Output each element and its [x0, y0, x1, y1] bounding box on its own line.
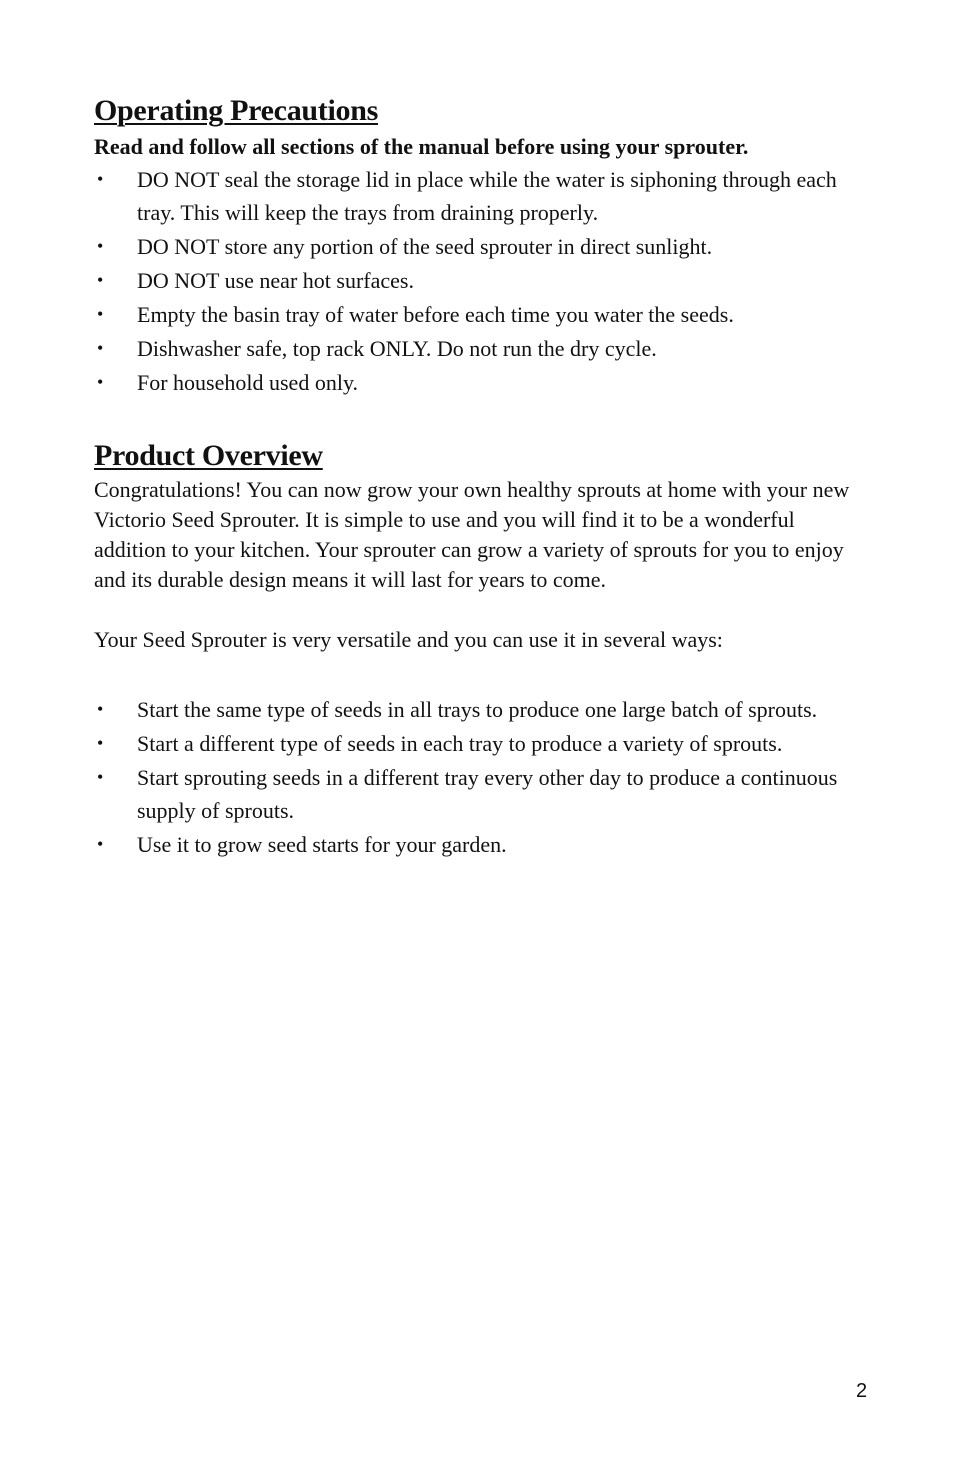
- bullet-icon: •: [97, 733, 104, 753]
- list-item-text: Use it to grow seed starts for your garden.: [137, 832, 507, 857]
- list-item-text: Dishwasher safe, top rack ONLY. Do not run the dry cycle.: [137, 336, 657, 361]
- bullet-icon: •: [97, 304, 104, 324]
- precautions-lead: Read and follow all sections of the manual before using your sprouter.: [94, 134, 749, 159]
- list-item-text: DO NOT store any portion of the seed sprouter in direct sunlight.: [137, 234, 713, 259]
- bullet-icon: •: [97, 834, 104, 854]
- list-item: [94, 298, 854, 331]
- bullet-icon: •: [97, 372, 104, 392]
- bullet-icon: •: [97, 338, 104, 358]
- list-item: [94, 761, 854, 827]
- list-item: [94, 727, 854, 760]
- bullet-icon: •: [97, 270, 104, 290]
- precautions-list: [94, 163, 854, 399]
- list-item: [94, 693, 854, 726]
- list-item-text: Start a different type of seeds in each tray to produce a variety of sprouts.: [137, 731, 783, 756]
- operating-precautions-section: [94, 92, 854, 399]
- list-item: [94, 828, 854, 861]
- list-item-text: DO NOT seal the storage lid in place while the water is siphoning through each tray. This will keep the trays from draining properly.: [137, 167, 837, 225]
- list-item-text: DO NOT use near hot surfaces.: [137, 268, 414, 293]
- list-item-text: Start sprouting seeds in a different tray every other day to produce a continuous supply of sprouts.: [137, 765, 838, 823]
- list-item-text: For household used only.: [137, 370, 359, 395]
- page-content: [94, 92, 854, 862]
- list-item: [94, 264, 854, 297]
- list-item: [94, 332, 854, 365]
- overview-ways-paragraph: Your Seed Sprouter is very versatile and you can use it in several ways:: [94, 627, 723, 652]
- product-overview-section: [94, 437, 854, 861]
- overview-list: [94, 693, 854, 861]
- bullet-icon: •: [97, 169, 104, 189]
- bullet-icon: •: [97, 767, 104, 787]
- product-overview-heading: Product Overview: [94, 439, 323, 472]
- page-number: 2: [856, 1380, 868, 1402]
- overview-intro-paragraph: Congratulations! You can now grow your own healthy sprouts at home with your new Victorio Seed Sprouter. It is simple to use and you will find it to be a wonderful addition to your kitchen. Your sprouter can grow a variety of sprouts for you to enjoy and its durable design means it will last for years to come.: [94, 477, 850, 592]
- list-item: [94, 366, 854, 399]
- bullet-icon: •: [97, 699, 104, 719]
- list-item-text: Start the same type of seeds in all trays to produce one large batch of sprouts.: [137, 697, 818, 722]
- list-item: [94, 163, 854, 229]
- operating-precautions-heading: Operating Precautions: [94, 94, 378, 127]
- bullet-icon: •: [97, 236, 104, 256]
- list-item-text: Empty the basin tray of water before each time you water the seeds.: [137, 302, 734, 327]
- list-item: [94, 230, 854, 263]
